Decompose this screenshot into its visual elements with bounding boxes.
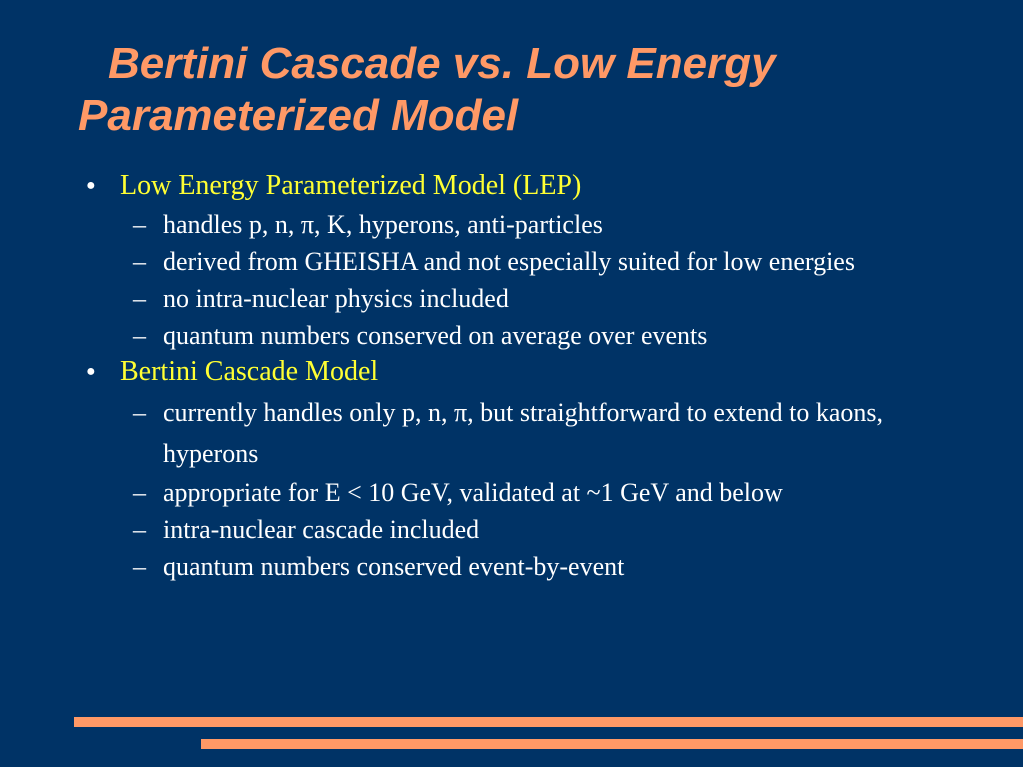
- section-heading-lep: [0, 168, 1023, 204]
- list-item: [0, 206, 1023, 243]
- list-item: [0, 317, 1023, 354]
- bullet-dot-icon: ●: [86, 363, 96, 380]
- list-item: [0, 243, 1023, 280]
- list-item: [0, 511, 1023, 548]
- decorative-stripe-upper: [74, 717, 1023, 727]
- list-item-text: quantum numbers conserved event-by-event: [163, 552, 625, 581]
- section-heading-bertini: [0, 354, 1023, 390]
- list-item-text: currently handles only p, n, π, but straightforward to extend to kaons, hyperons: [163, 398, 884, 468]
- list-item: [0, 548, 1023, 585]
- dash-icon: –: [133, 515, 146, 544]
- section-heading-text: Low Energy Parameterized Model (LEP): [120, 170, 582, 201]
- bullet-dot-icon: ●: [86, 177, 96, 194]
- list-item-text: intra-nuclear cascade included: [163, 515, 480, 544]
- list-item: [0, 474, 1023, 511]
- section-heading-text: Bertini Cascade Model: [120, 356, 379, 387]
- slide-body: [0, 168, 1023, 585]
- dash-icon: –: [133, 552, 146, 581]
- list-item-text: handles p, n, π, K, hyperons, anti-particles: [163, 210, 603, 239]
- decorative-stripe-lower: [201, 739, 1023, 749]
- list-item-text: no intra-nuclear physics included: [163, 284, 509, 313]
- list-item: [0, 280, 1023, 317]
- slide-title-line-1: Bertini Cascade vs. Low Energy: [108, 39, 776, 88]
- dash-icon: –: [133, 478, 146, 507]
- dash-icon: –: [133, 247, 146, 276]
- list-item-text: appropriate for E < 10 GeV, validated at ~1 GeV and below: [163, 478, 783, 507]
- list-item: [0, 392, 1023, 474]
- list-item-text: derived from GHEISHA and not especially suited for low energies: [163, 247, 855, 276]
- slide-title: [78, 38, 978, 142]
- list-item-text: quantum numbers conserved on average over events: [163, 321, 708, 350]
- dash-icon: –: [133, 284, 146, 313]
- slide-title-line-2: Parameterized Model: [78, 91, 519, 140]
- dash-icon: –: [133, 210, 146, 239]
- dash-icon: –: [133, 398, 146, 427]
- dash-icon: –: [133, 321, 146, 350]
